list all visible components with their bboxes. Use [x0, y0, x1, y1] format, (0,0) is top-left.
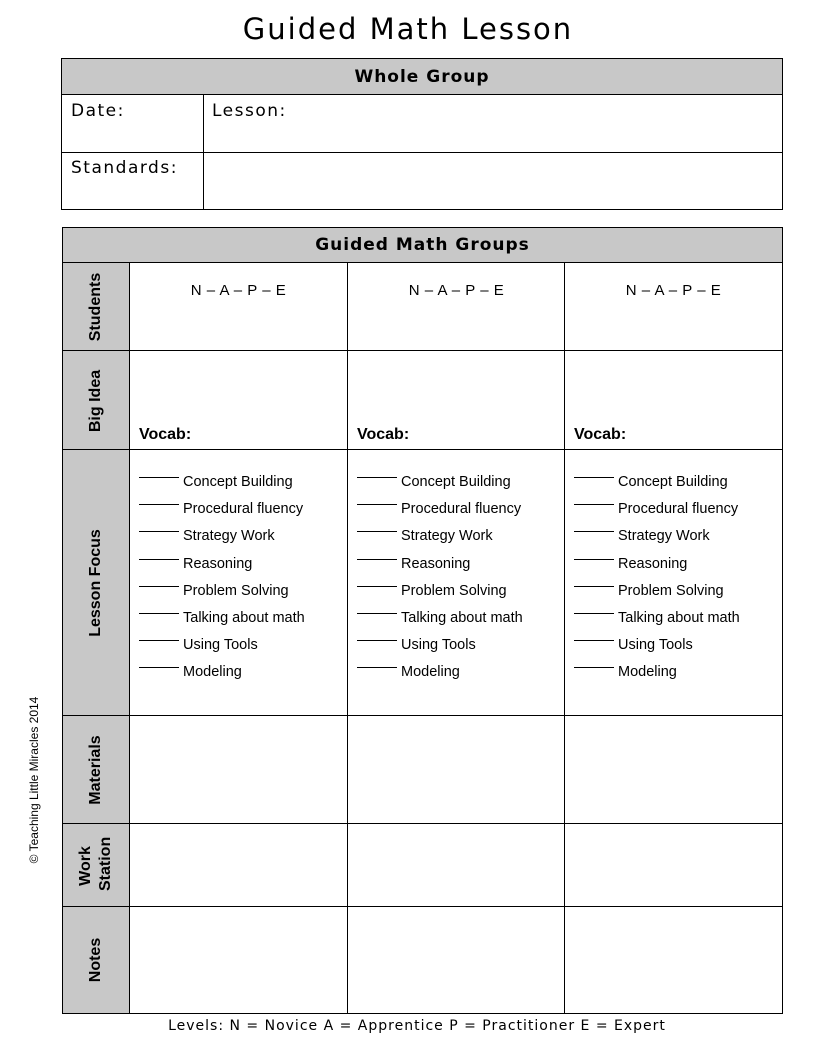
row-divider: [63, 823, 782, 824]
students-row-label-cell: [63, 263, 130, 351]
date-label: Date:: [71, 101, 125, 121]
focus-item-label: Talking about math: [618, 609, 740, 626]
checkbox-blank: [357, 586, 397, 587]
checkbox-blank: [357, 531, 397, 532]
row-divider: [63, 906, 782, 907]
focus-item: [357, 659, 523, 686]
focus-item: [139, 605, 305, 632]
row-divider: [63, 715, 782, 716]
group-3-vocab-label: Vocab:: [574, 426, 627, 443]
focus-item: [139, 551, 305, 578]
checkbox-blank: [574, 477, 614, 478]
students-row-label: Students: [87, 272, 104, 342]
notes-row-label-cell: [63, 907, 130, 1013]
focus-item-label: Concept Building: [401, 474, 511, 490]
focus-item-label: Reasoning: [401, 555, 471, 572]
focus-item-label: Using Tools: [618, 637, 693, 654]
checkbox-blank: [139, 613, 179, 614]
focus-item: [574, 632, 740, 659]
focus-item: [139, 578, 305, 605]
focus-item-label: Problem Solving: [183, 582, 289, 599]
focus-item: [139, 496, 305, 523]
focus-item-label: Strategy Work: [183, 528, 275, 545]
notes-row-label: Notes: [87, 937, 104, 983]
focus-item: [574, 551, 740, 578]
focus-item-label: Talking about math: [183, 609, 305, 626]
checkbox-blank: [357, 477, 397, 478]
column-divider: [347, 263, 348, 1013]
focus-item-label: Concept Building: [183, 474, 293, 490]
checkbox-blank: [139, 531, 179, 532]
focus-item: [139, 659, 305, 686]
focus-item: [139, 469, 305, 496]
checkbox-blank: [574, 586, 614, 587]
checkbox-blank: [574, 667, 614, 668]
standards-label: Standards:: [71, 158, 178, 178]
materials-row-label-cell: [63, 716, 130, 824]
group-3-levels: N – A – P – E: [625, 282, 722, 299]
focus-item-label: Using Tools: [183, 637, 258, 654]
focus-item-label: Problem Solving: [618, 582, 724, 599]
checkbox-blank: [574, 559, 614, 560]
checkbox-blank: [139, 504, 179, 505]
focus-item: [574, 496, 740, 523]
checkbox-blank: [574, 504, 614, 505]
group-2-vocab-label: Vocab:: [357, 426, 410, 443]
row-divider: [63, 449, 782, 450]
focus-item-label: Modeling: [401, 664, 460, 681]
focus-item-label: Strategy Work: [618, 528, 710, 545]
focus-item: [357, 523, 523, 550]
focus-item-label: Modeling: [183, 664, 242, 681]
page-title: Guided Math Lesson: [242, 12, 574, 46]
focus-item: [574, 469, 740, 496]
guided-math-groups-header: Guided Math Groups: [63, 228, 782, 263]
focus-item: [139, 632, 305, 659]
lesson-label: Lesson:: [212, 101, 287, 121]
checkbox-blank: [574, 531, 614, 532]
whole-group-table: [61, 58, 783, 210]
focus-item: [574, 523, 740, 550]
checkbox-blank: [139, 640, 179, 641]
focus-item-label: Reasoning: [183, 555, 253, 572]
work-station-row-label-cell: [63, 824, 130, 907]
whole-group-header: Whole Group: [62, 59, 782, 95]
group-3-focus-list: [574, 469, 740, 687]
focus-item: [574, 659, 740, 686]
focus-item-label: Modeling: [618, 664, 677, 681]
focus-item: [357, 605, 523, 632]
focus-item-label: Procedural fluency: [183, 501, 304, 518]
focus-item: [357, 632, 523, 659]
group-1-focus-list: [139, 469, 305, 687]
group-2-focus-list: [357, 469, 523, 687]
focus-item-label: Problem Solving: [401, 582, 507, 599]
group-1-vocab-label: Vocab:: [139, 426, 192, 443]
focus-item-label: Talking about math: [401, 609, 523, 626]
materials-row-label: Materials: [87, 735, 104, 805]
focus-item: [574, 578, 740, 605]
focus-item-label: Concept Building: [618, 474, 728, 490]
copyright-notice: © Teaching Little Miracles 2014: [27, 696, 41, 864]
focus-item-label: Reasoning: [618, 555, 688, 572]
checkbox-blank: [574, 613, 614, 614]
row-divider: [63, 350, 782, 351]
lesson-focus-row-label-cell: [63, 450, 130, 716]
checkbox-blank: [357, 640, 397, 641]
checkbox-blank: [357, 667, 397, 668]
checkbox-blank: [357, 504, 397, 505]
focus-item-label: Procedural fluency: [618, 501, 739, 518]
checkbox-blank: [357, 559, 397, 560]
focus-item: [357, 496, 523, 523]
guided-math-groups-table: [62, 227, 783, 1014]
big-idea-row-label-cell: [63, 351, 130, 450]
checkbox-blank: [574, 640, 614, 641]
checkbox-blank: [139, 559, 179, 560]
checkbox-blank: [139, 667, 179, 668]
group-2-levels: N – A – P – E: [408, 282, 505, 299]
big-idea-row-label: Big Idea: [87, 369, 104, 432]
checkbox-blank: [357, 613, 397, 614]
focus-item: [139, 523, 305, 550]
focus-item-label: Strategy Work: [401, 528, 493, 545]
work-station-row-label: Work Station: [77, 836, 114, 891]
group-1-levels: N – A – P – E: [190, 282, 287, 299]
focus-item: [357, 469, 523, 496]
focus-item: [357, 551, 523, 578]
checkbox-blank: [139, 586, 179, 587]
checkbox-blank: [139, 477, 179, 478]
focus-item: [574, 605, 740, 632]
levels-legend: Levels: N = Novice A = Apprentice P = Practitioner E = Expert: [168, 1018, 666, 1034]
column-divider: [564, 263, 565, 1013]
focus-item: [357, 578, 523, 605]
focus-item-label: Procedural fluency: [401, 501, 522, 518]
lesson-focus-row-label: Lesson Focus: [87, 529, 104, 637]
focus-item-label: Using Tools: [401, 637, 476, 654]
